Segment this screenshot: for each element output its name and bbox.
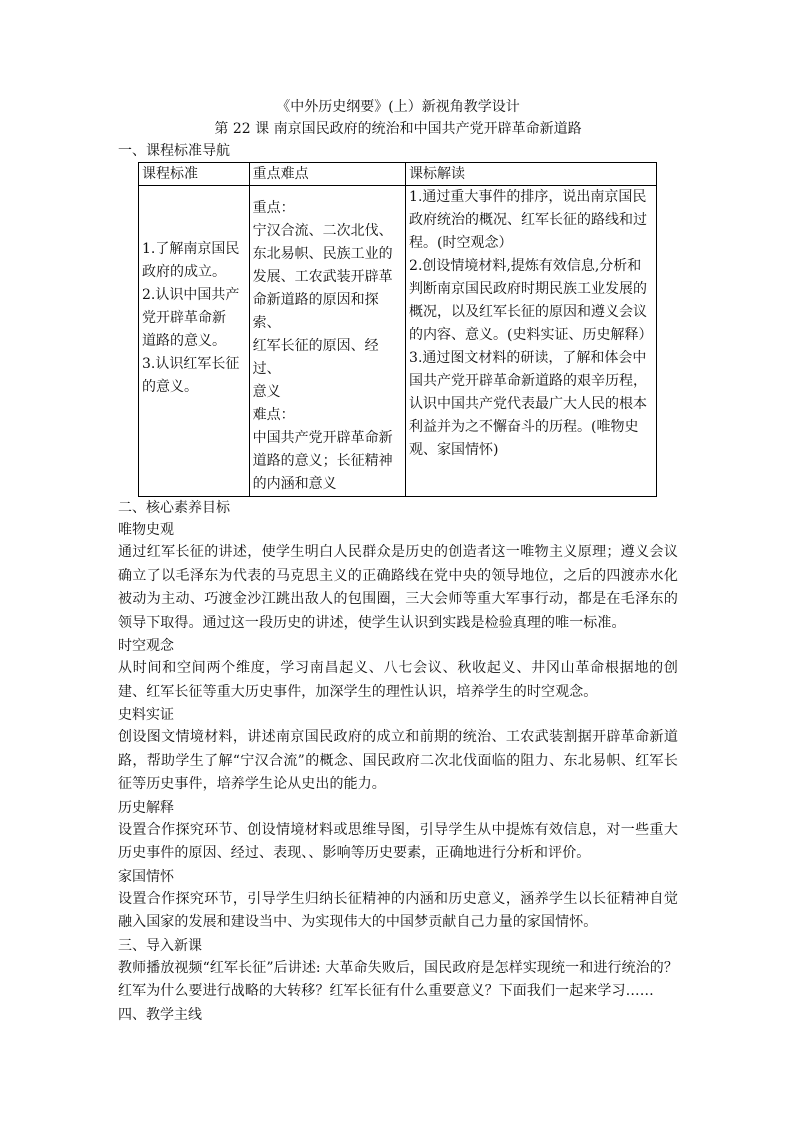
subheading-patriotism: 家国情怀 <box>118 868 174 885</box>
cell-line: 红军长征的原因、经过、 <box>252 338 379 377</box>
cell-line: 国共产党开辟革命新道路的艰辛历程， <box>409 373 648 389</box>
cell-line: 的内容、意义。(史料实证、历史解释） <box>409 327 653 343</box>
cell-line: 意义 <box>252 384 281 400</box>
cell-line: 政府的成立。 <box>142 264 226 280</box>
cell-line: 观、家国情怀) <box>409 442 499 458</box>
cell-line: 道路的意义；长征精神 <box>252 453 393 469</box>
subheading-materialism: 唯物史观 <box>118 522 174 538</box>
table-header: 课标解读 <box>406 163 657 186</box>
section-heading-teaching-line: 四、教学主线 <box>118 1006 202 1023</box>
cell-line: 3.认识红军长征 <box>142 356 240 372</box>
subheading-spatiotemporal: 时空观念 <box>118 638 174 654</box>
cell-line: 重点： <box>252 200 295 216</box>
cell-line: 发展、工农武装开辟革 <box>252 269 393 285</box>
cell-line: 判断南京国民政府时期民族工业发展的 <box>409 281 648 297</box>
section-heading-introduction: 三、导入新课 <box>118 937 202 954</box>
cell-line: 党开辟革命新 <box>142 310 226 326</box>
paragraph-patriotism: 设置合作探究环节，引导学生归纳长征精神的内涵和历史意义，涵养学生以长征精神自觉融入国家的发展和建设当中、为实现伟大的中国梦贡献自己力量的家国情怀。 <box>118 890 678 930</box>
cell-line: 道路的意义。 <box>142 333 226 349</box>
paragraph-spatiotemporal: 从时间和空间两个维度，学习南昌起义、八七会议、秋收起义、井冈山革命根据地的创建、红军长征等重大历史事件，加深学生的理性认识，培养学生的时空观念。 <box>118 660 678 700</box>
table-header-row <box>139 163 657 186</box>
cell-line: 命新道路的原因和探索、 <box>252 292 379 331</box>
cell-line: 2.认识中国共产 <box>142 287 240 303</box>
cell-line: 东北易帜、民族工业的 <box>252 246 393 262</box>
paragraph-evidence: 创设图文情境材料，讲述南京国民政府的成立和前期的统治、工农武装割据开辟革命新道路，帮助学生了解“宁汉合流”的概念、国民政府二次北伐面临的阻力、东北易帜、红军长征等历史事件，培养学生论从史出的能力。 <box>118 729 678 792</box>
cell-line: 1.了解南京国民 <box>142 241 240 257</box>
cell-line: 的意义。 <box>142 379 198 395</box>
cell-line: 政府统治的概况、红军长征的路线和过 <box>409 212 648 228</box>
paragraph-interpretation: 设置合作探究环节、创设情境材料或思维导图，引导学生从中提炼有效信息，对一些重大历史事件的原因、经过、表现、、影响等历史要素，正确地进行分析和评价。 <box>118 821 678 861</box>
cell-line: 中国共产党开辟革命新 <box>252 430 393 446</box>
table-row <box>139 186 657 497</box>
cell-line: 3.通过图文材料的研读，了解和体会中 <box>409 350 647 366</box>
section-heading-standards: 一、课程标准导航 <box>118 143 230 159</box>
cell-line: 宁汉合流、二次北伐、 <box>252 223 393 239</box>
cell-line: 1.通过重大事件的排序，说出南京国民 <box>409 189 647 205</box>
cell-line: 认识中国共产党代表最广大人民的根本 <box>409 396 648 412</box>
section-heading-core-literacy: 二、核心素养目标 <box>118 500 230 516</box>
paragraph-materialism: 通过红军长征的讲述，使学生明白人民群众是历史的创造者这一唯物主义原理；遵义会议确立了以毛泽东为代表的马克思主义的正确路线在党中央的领导地位，之后的四渡赤水化被动为主动、巧渡金沙江跳出敌人的包围圈，三大会师等重大军事行动，都是在毛泽东的领导下取得。通过这一段历史的讲述，使学生认识到实践是检验真理的唯一标准。 <box>118 544 678 631</box>
table-cell-interpretation <box>406 186 657 497</box>
document-title: 《中外历史纲要》(上）新视角教学设计 <box>276 99 520 115</box>
table-header: 重点难点 <box>249 163 405 186</box>
table-cell-key-points <box>249 186 405 497</box>
curriculum-standards-table <box>138 162 657 497</box>
table-header: 课程标准 <box>139 163 250 186</box>
table-cell-standards <box>139 186 250 497</box>
cell-line: 2.创设情境材料,提炼有效信息,分析和 <box>409 258 642 274</box>
subheading-interpretation: 历史解释 <box>118 799 174 816</box>
lesson-title: 第 22 课 南京国民政府的统治和中国共产党开辟革命新道路 <box>214 121 582 137</box>
paragraph-introduction: 教师播放视频“红军长征”后讲述: 大革命失败后，国民政府是怎样实现统一和进行统治的？红军为什么要进行战略的大转移？红军长征有什么重要意义？下面我们一起来学习…… <box>118 959 678 999</box>
cell-line: 概况，以及红军长征的原因和遵义会议 <box>409 304 648 320</box>
cell-line: 的内涵和意义 <box>252 476 337 492</box>
cell-line: 难点： <box>252 407 295 423</box>
cell-line: 利益并为之不懈奋斗的历程。(唯物史 <box>409 419 639 435</box>
document-page <box>118 96 678 1026</box>
subheading-evidence: 史料实证 <box>118 707 174 723</box>
cell-line: 程。(时空观念） <box>409 235 513 251</box>
